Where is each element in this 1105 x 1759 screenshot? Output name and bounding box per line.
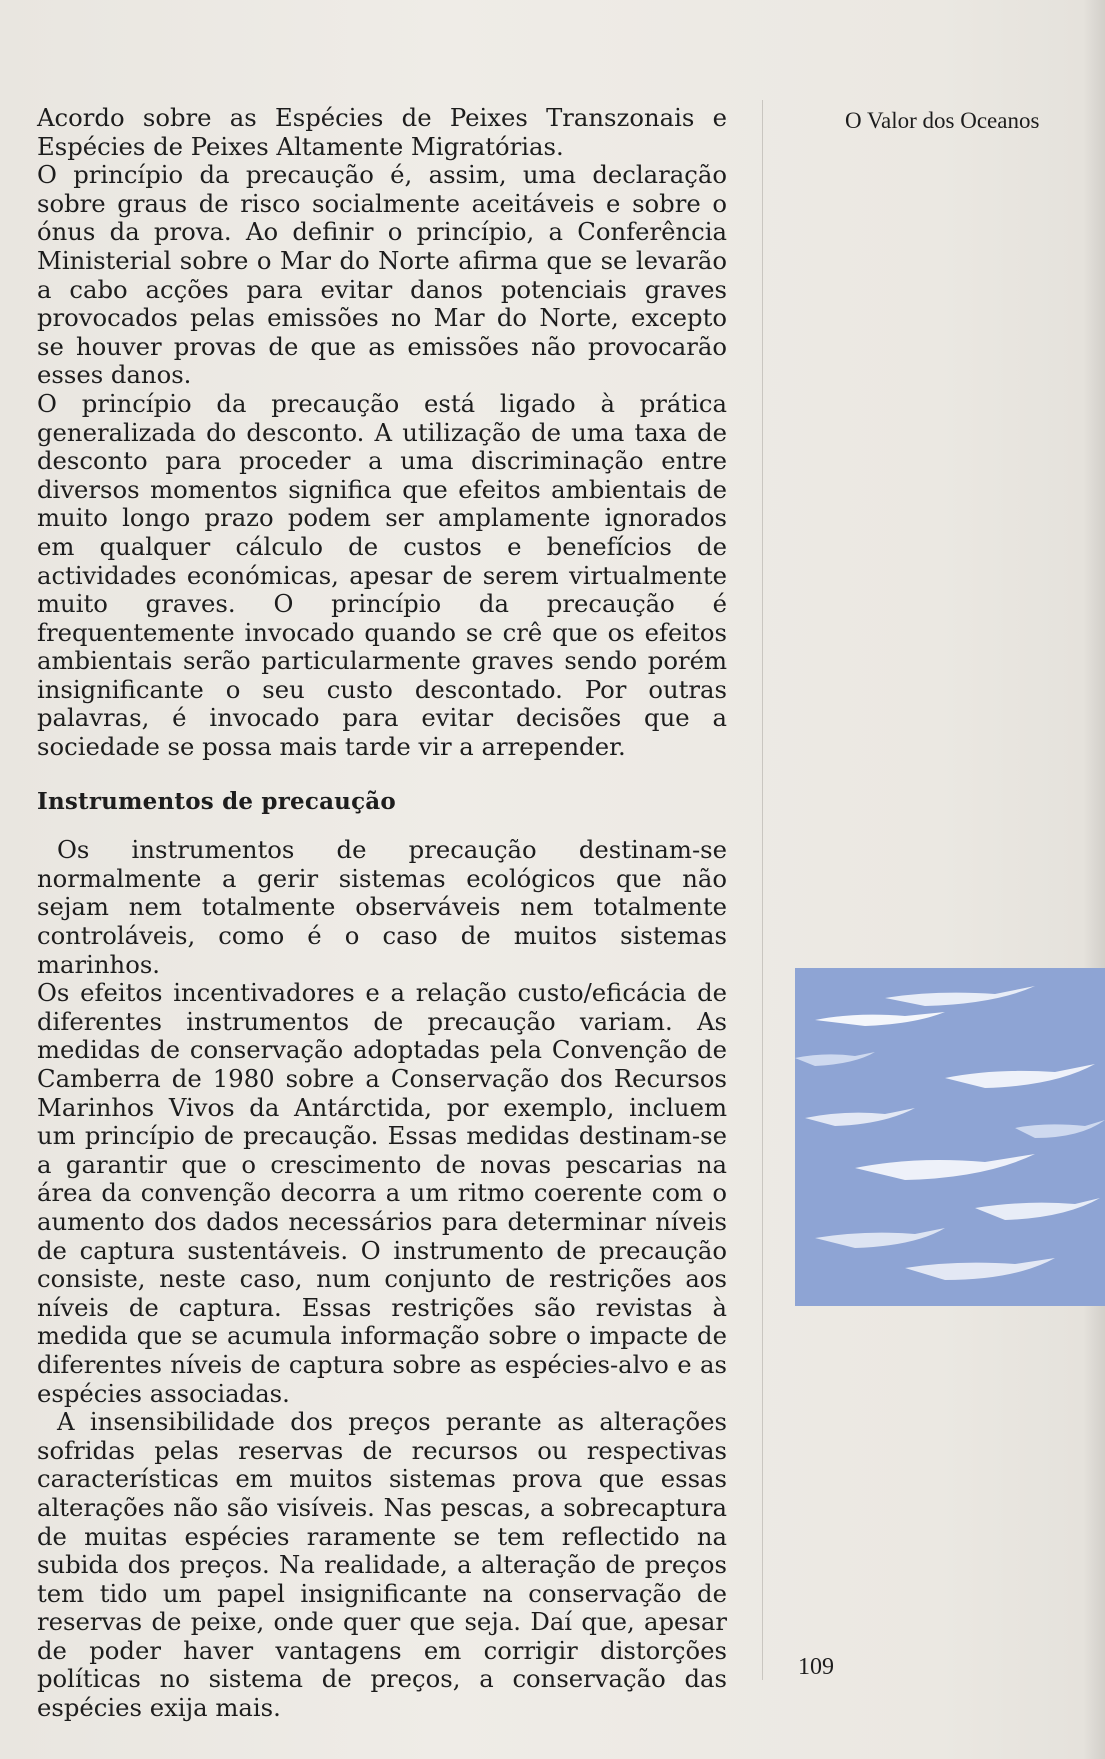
running-head: O Valor dos Oceanos (845, 108, 1040, 133)
paragraph-3: O princípio da precaução está ligado à prática generalizada do desconto. A utilização de uma taxa de desconto para proceder a uma discriminação entre diversos momentos significa que efeitos ambientais de muito longo prazo podem ser amplamente ignorados em qualquer cálculo de custos e benefícios de actividades económicas, apesar de serem virtualmente muito graves. O princípio da precaução é frequentemente invocado quando se crê que os efeitos ambientais serão particularmente graves sendo porém insignificante o seu custo descontado. Por outras palavras, é invocado para evitar decisões que a sociedade se possa mais tarde vir a arrepender. (37, 388, 727, 762)
column-divider (762, 100, 763, 1680)
ocean-waves-svg (795, 968, 1105, 1306)
paragraph-2: O princípio da precaução é, assim, uma declaração sobre graus de risco socialmente aceitáveis e sobre o ónus da prova. Ao definir o princípio, a Conferência Ministerial sobre o Mar do Norte afirma que se levarão a cabo acções para evitar danos potenciais graves provocados pelas emissões no Mar do Norte, excepto se houver provas de que as emissões não provocarão esses danos. (37, 160, 727, 390)
page-number: 109 (798, 1654, 834, 1680)
main-text-column (37, 104, 727, 1723)
paragraph-1: Acordo sobre as Espécies de Peixes Transzonais e Espécies de Peixes Altamente Migratórias. (37, 103, 727, 161)
page-edge-shadow (1083, 0, 1105, 1759)
paragraph-4: Os instrumentos de precaução destinam-se normalmente a gerir sistemas ecológicos que não sejam nem totalmente observáveis nem totalmente controláveis, como é o caso de muitos sistemas marinhos. (37, 835, 727, 979)
paragraph-5: Os efeitos incentivadores e a relação custo/eficácia de diferentes instrumentos de precaução variam. As medidas de conservação adoptadas pela Convenção de Camberra de 1980 sobre a Conservação dos Recursos Marinhos Vivos da Antárctida, por exemplo, incluem um princípio de precaução. Essas medidas destinam-se a garantir que o crescimento de novas pescarias na área da convenção decorra a um ritmo coerente com o aumento dos dados necessários para determinar níveis de captura sustentáveis. O instrumento de precaução consiste, neste caso, num conjunto de restrições aos níveis de captura. Essas restrições são revistas à medida que se acumula informação sobre o impacte de diferentes níveis de captura sobre as espécies-alvo e as espécies associadas. (37, 978, 727, 1408)
show-through-text (765, 275, 1065, 443)
paragraph-6: A insensibilidade dos preços perante as alterações sofridas pelas reservas de recursos ou respectivas características em muitos sistemas prova que essas alterações não são visíveis. Nas pescas, a sobrecaptura de muitas espécies raramente se tem reflectido na subida dos preços. Na realidade, a alteração de preços tem tido um papel insignificante na conservação de reservas de peixe, onde quer que seja. Daí que, apesar de poder haver vantagens em corrigir distorções políticas no sistema de preços, a conservação das espécies exija mais. (37, 1407, 727, 1723)
ocean-waves-illustration (795, 968, 1105, 1306)
section-heading: Instrumentos de precaução (37, 787, 396, 815)
